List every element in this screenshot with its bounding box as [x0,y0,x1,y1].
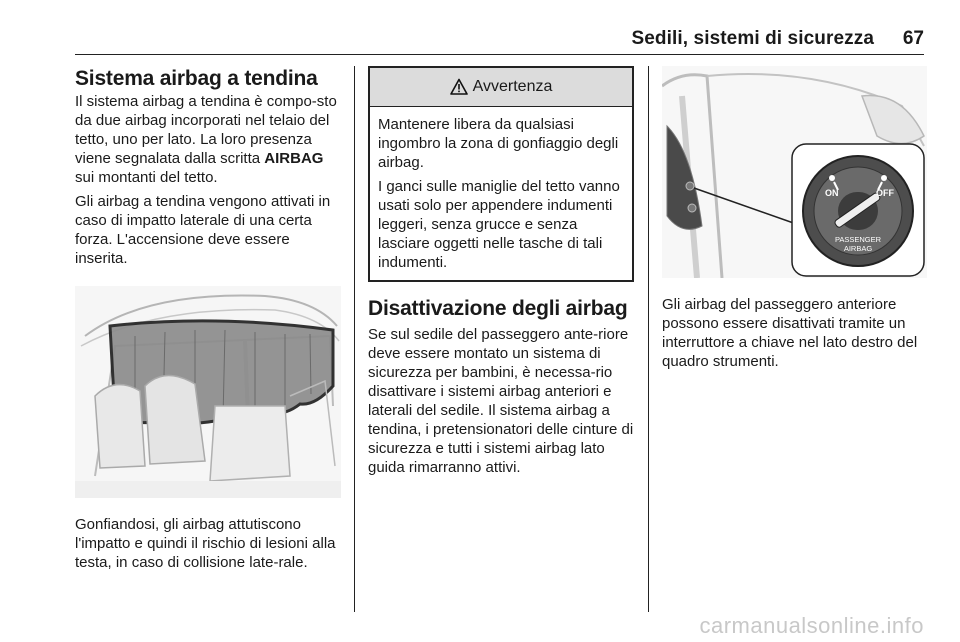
column-1 [75,66,341,572]
warning-paragraph-2: I ganci sulle maniglie del tetto vanno usati solo per appendere indumenti leggeri, senza grucce e senza lasciare oggetti nelle tasche di tali indumenti. [378,178,620,271]
warning-header [370,68,632,107]
switch-off-label: OFF [876,188,894,198]
paragraph-curtain-intro: Il sistema airbag a tendina è compo-sto da due airbag incorporati nel telaio del tetto, uno per lato. La loro presenza viene segnalata dalla scritta AIRBAG sui montanti del tetto. [75,93,337,186]
header-rule [75,54,924,55]
curtain-airbag-illustration [75,286,341,498]
airbag-label: AIRBAG [264,150,324,167]
page-number: 67 [902,28,924,49]
switch-on-label: ON [825,188,839,198]
figure-caption-switch: Gli airbag del passeggero anteriore possono essere disattivati tramite un interruttore a chiave nel lato destro del quadro strumenti. [662,296,918,370]
switch-label-passenger: PASSENGER [834,235,882,244]
figure-caption-curtain: Gonfiandosi, gli airbag attutiscono l'impatto e quindi il rischio di lesioni alla testa, in caso di collisione late-rale. [75,516,336,571]
warning-paragraph-1: Mantenere libera da qualsiasi ingombro la zona di gonfiaggio degli airbag. [378,116,619,171]
airbag-key-switch-illustration [662,66,927,278]
paragraph-curtain-activation: Gli airbag a tendina vengono attivati in caso di impatto laterale di una certa forza. L'accensione deve essere inserita. [75,193,331,267]
section-title: Sedili, sistemi di sicurezza [631,28,874,49]
heading-curtain-airbag: Sistema airbag a tendina [75,67,318,90]
column-2 [368,66,634,477]
warning-box [368,66,634,282]
heading-airbag-deactivation: Disattivazione degli airbag [368,297,628,320]
paragraph-deactivation: Se sul sedile del passeggero ante-riore deve essere montato un sistema di sicurezza per bambini, è necessa-rio disattivare i sistemi airbag anteriori e laterali del sedile. Il sistema airbag a tendina, i pretensionatori delle cinture di sicurezza e tutti i sistemi airbag lato guida rimarranno attivi. [368,326,634,476]
switch-label-airbag: AIRBAG [843,244,873,253]
warning-title: Avvertenza [472,78,553,95]
warning-body [370,107,632,280]
warning-triangle-icon [450,78,468,96]
column-divider-1 [354,66,355,612]
column-divider-2 [648,66,649,612]
watermark-text: carmanualsonline.info [699,613,924,638]
column-3 [662,66,927,371]
